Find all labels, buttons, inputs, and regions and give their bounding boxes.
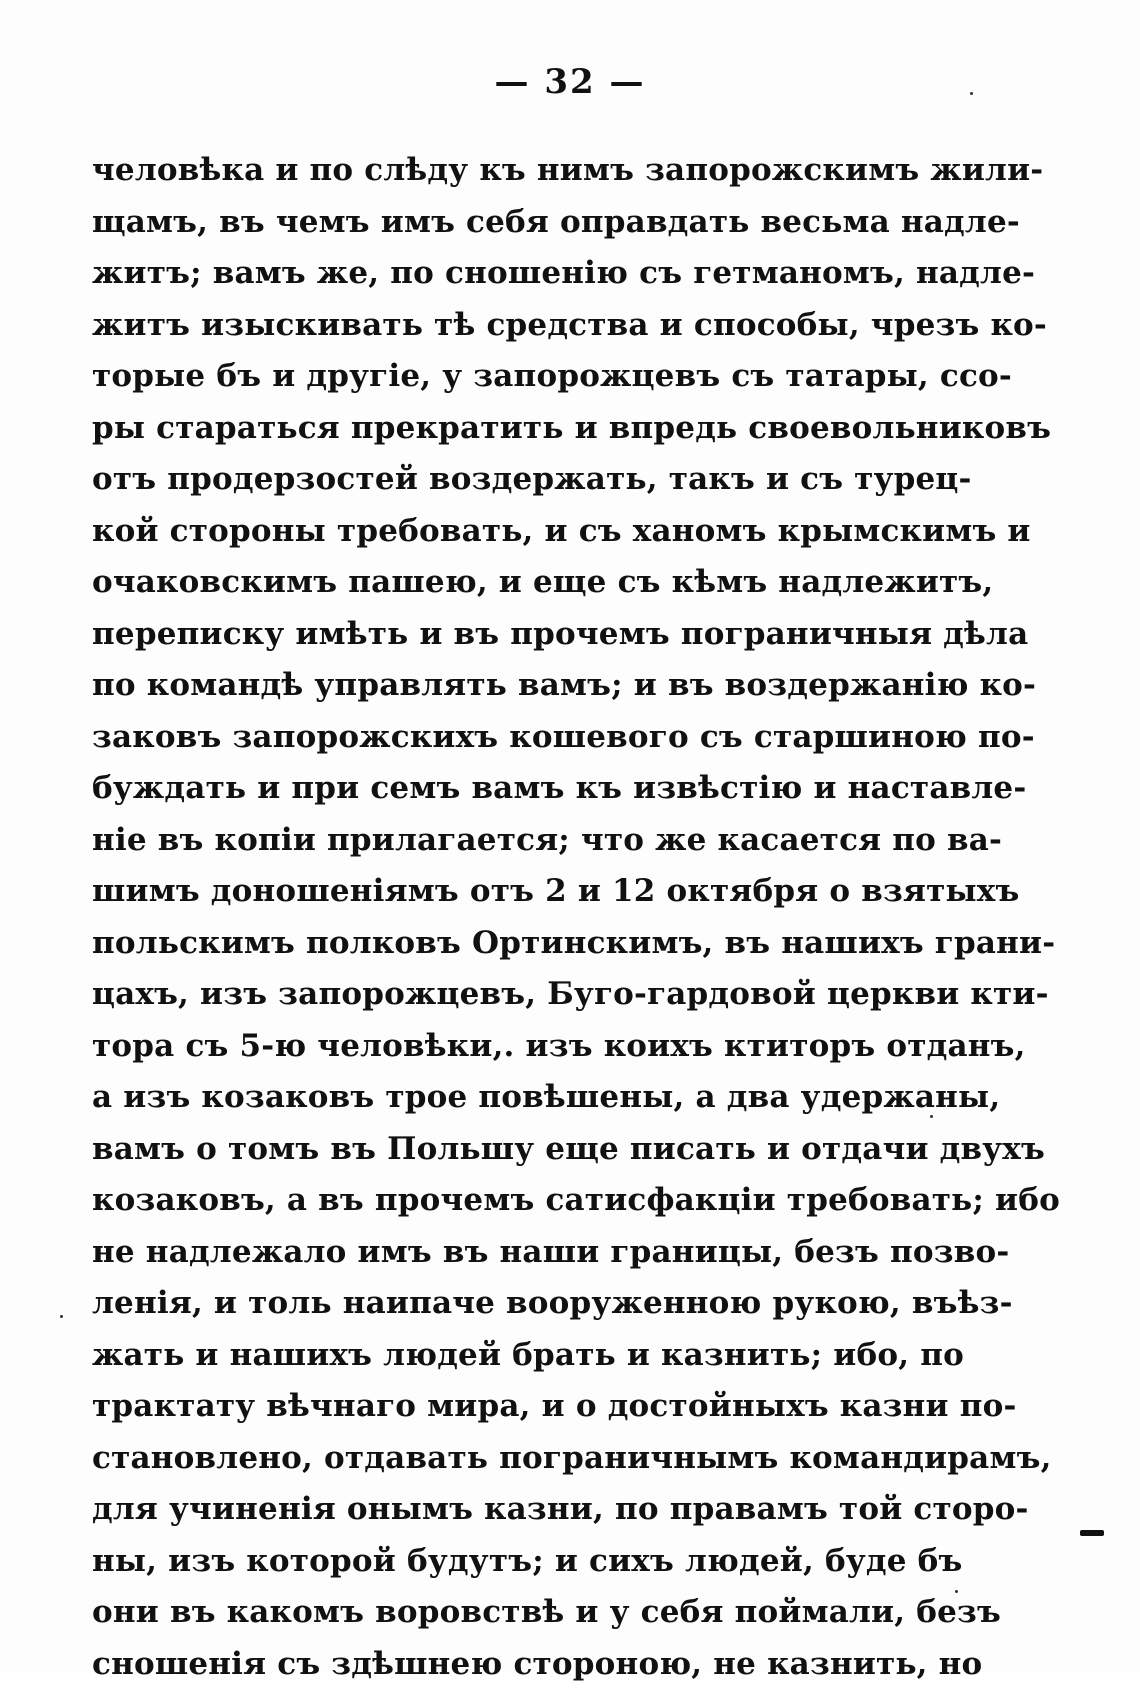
text-line: тора съ 5-ю человѣки,. изъ коихъ ктиторъ отданъ, [92, 1021, 954, 1073]
text-line: для учиненія онымъ казни, по правамъ той сторо- [92, 1484, 954, 1536]
speck [60, 1315, 63, 1318]
text-line: они въ какомъ воровствѣ и у себя поймали, безъ [92, 1587, 954, 1639]
speck [930, 1115, 933, 1118]
speck [955, 1590, 958, 1593]
text-line: ны, изъ которой будутъ; и сихъ людей, буде бъ [92, 1536, 954, 1588]
text-line: буждать и при семъ вамъ къ извѣстію и наставле- [92, 763, 954, 815]
text-line: сношенія съ здѣшнею стороною, не казнить, но [92, 1639, 954, 1690]
text-line: заковъ запорожскихъ кошевого съ старшиною по- [92, 712, 954, 764]
text-line: становлено, отдавать пограничнымъ командирамъ, [92, 1433, 954, 1485]
text-line: трактату вѣчнаго мира, и о достойныхъ казни по- [92, 1381, 954, 1433]
text-line: а изъ козаковъ трое повѣшены, а два удержаны, [92, 1072, 954, 1124]
text-line: человѣка и по слѣду къ нимъ запорожскимъ жили- [92, 145, 954, 197]
text-line: шимъ доношеніямъ отъ 2 и 12 октября о взятыхъ [92, 866, 954, 918]
speck [970, 92, 973, 95]
text-line: ленія, и толь наипаче вооруженною рукою, въѣз- [92, 1278, 954, 1330]
text-line: не надлежало имъ въ наши границы, безъ позво- [92, 1227, 954, 1279]
text-line: торые бъ и другіе, у запорожцевъ съ татары, ссо- [92, 351, 954, 403]
page-number: — 32 — [0, 62, 1140, 102]
text-line: житъ; вамъ же, по сношенію съ гетманомъ, надле- [92, 248, 954, 300]
text-line: цахъ, изъ запорожцевъ, Буго-гардовой церкви кти- [92, 969, 954, 1021]
text-line: очаковскимъ пашею, и еще съ кѣмъ надлежитъ, [92, 557, 954, 609]
body-text [92, 145, 954, 1690]
text-line: козаковъ, а въ прочемъ сатисфакціи требовать; ибо [92, 1175, 954, 1227]
text-line: кой стороны требовать, и съ ханомъ крымскимъ и [92, 506, 954, 558]
text-line: щамъ, въ чемъ имъ себя оправдать весьма надле- [92, 197, 954, 249]
margin-mark [1080, 1530, 1104, 1536]
text-line: жать и нашихъ людей брать и казнить; ибо, по [92, 1330, 954, 1382]
text-line: по командѣ управлять вамъ; и въ воздержанію ко- [92, 660, 954, 712]
text-line: отъ продерзостей воздержать, такъ и съ турец- [92, 454, 954, 506]
text-line: вамъ о томъ въ Польшу еще писать и отдачи двухъ [92, 1124, 954, 1176]
text-line: ры стараться прекратить и впредь своевольниковъ [92, 403, 954, 455]
text-line: переписку имѣть и въ прочемъ пограничныя дѣла [92, 609, 954, 661]
text-line: житъ изыскивать тѣ средства и способы, чрезъ ко- [92, 300, 954, 352]
text-line: ніе въ копіи прилагается; что же касается по ва- [92, 815, 954, 867]
text-line: польскимъ полковъ Ортинскимъ, въ нашихъ грани- [92, 918, 954, 970]
